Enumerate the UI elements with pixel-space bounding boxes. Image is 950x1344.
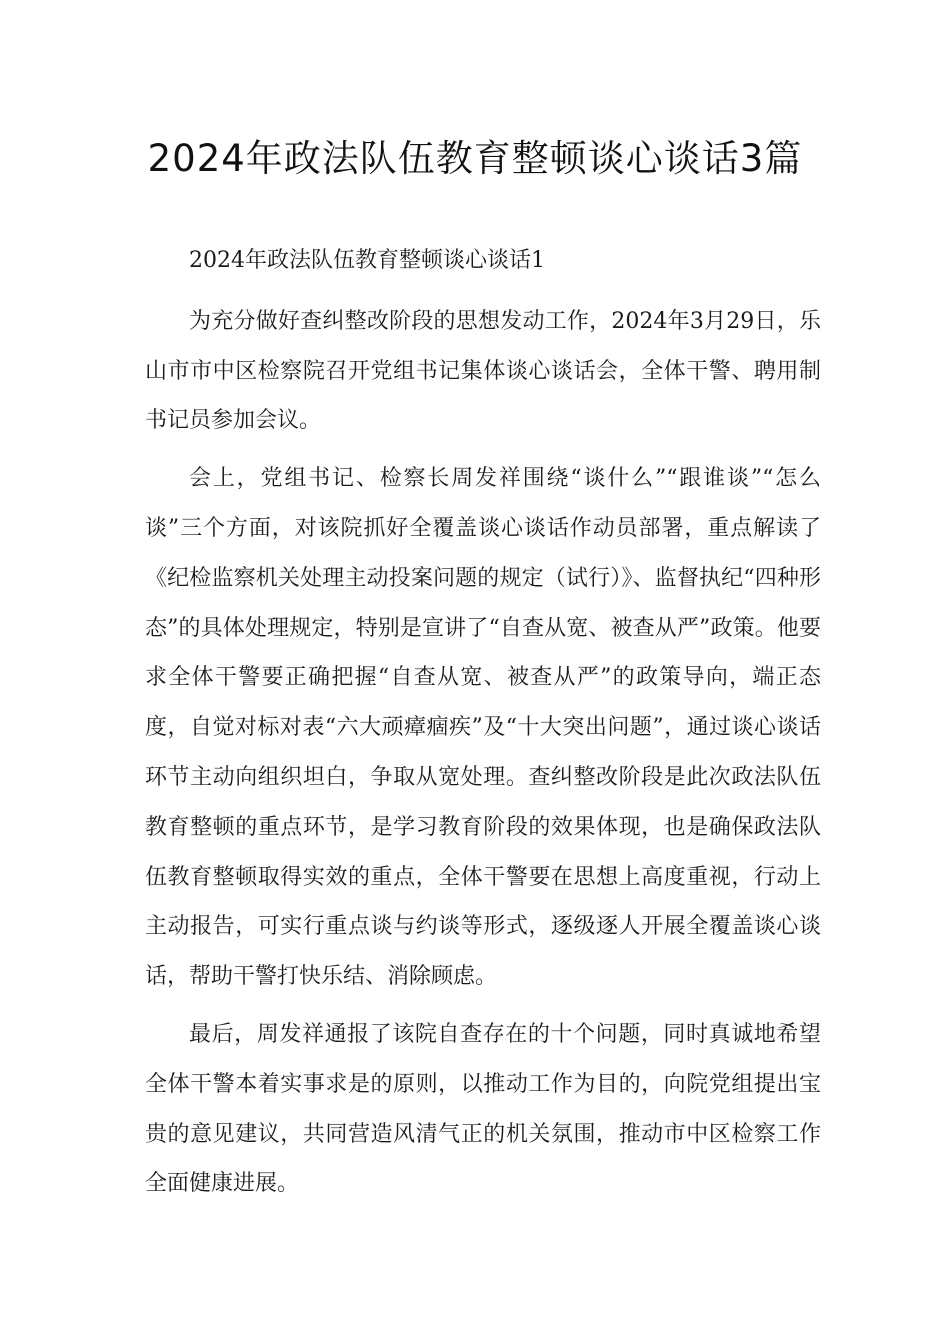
paragraph-2: 会上，党组书记、检察长周发祥围绕“谈什么”“跟谁谈”“怎么谈”三个方面，对该院抓好全覆盖谈心谈话作动员部署，重点解读了《纪检监察机关处理主动投案问题的规定（试行）》、监督执纪“四种形态”的具体处理规定，特别是宣讲了“自查从宽、被查从严”政策。他要求全体干警要正确把握“自查从宽、被查从严”的政策导向，端正态度，自觉对标对表“六大顽瘴痼疾”及“十大突出问题”，通过谈心谈话环节主动向组织坦白，争取从宽处理。查纠整改阶段是此次政法队伍教育整顿的重点环节，是学习教育阶段的效果体现，也是确保政法队伍教育整顿取得实效的重点，全体干警要在思想上高度重视，行动上主动报告，可实行重点谈与约谈等形式，逐级逐人开展全覆盖谈心谈话，帮助干警打快乐结、消除顾虑。: [145, 466, 821, 990]
document-title: 2024年政法队伍教育整顿谈心谈话3篇: [147, 137, 803, 180]
paragraph-1: 为充分做好查纠整改阶段的思想发动工作，2024年3月29日，乐山市市中区检察院召开党组书记集体谈心谈话会，全体干警、聘用制书记员参加会议。: [145, 308, 821, 434]
paragraph-3: 最后，周发祥通报了该院自查存在的十个问题，同时真诚地希望全体干警本着实事求是的原则，以推动工作为目的，向院党组提出宝贵的意见建议，共同营造风清气正的机关氛围，推动市中区检察工作全面健康进展。: [145, 1021, 821, 1197]
document-body: [145, 236, 821, 1217]
section-heading: 2024年政法队伍教育整顿谈心谈话1: [189, 248, 545, 273]
